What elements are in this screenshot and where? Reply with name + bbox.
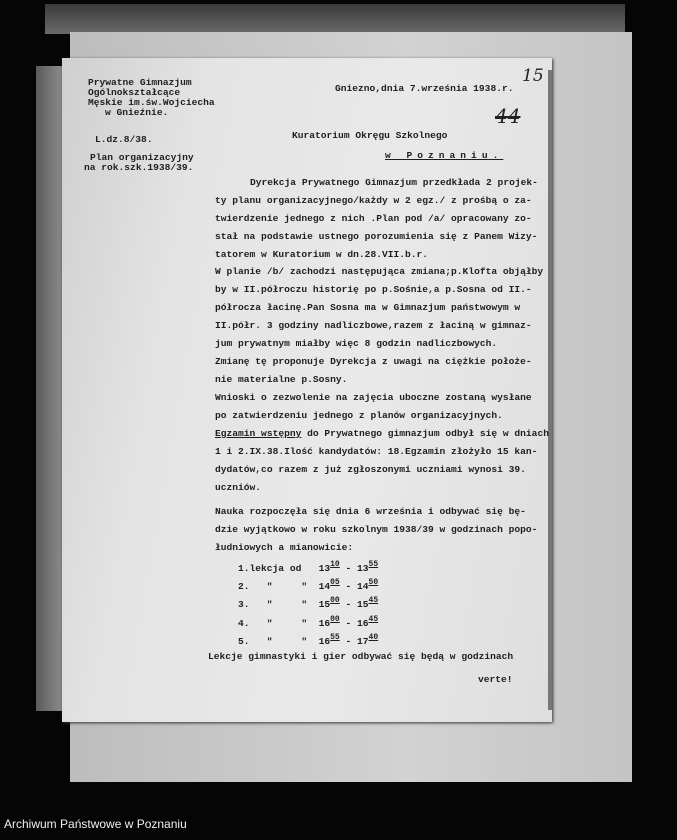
body-line: stał na podstawie ustnego porozumienia się z Panem Wizy- xyxy=(215,231,538,242)
body-line: Dyrekcja Prywatnego Gimnazjum przedkłada 2 projek- xyxy=(250,177,538,188)
sender-line: Ogólnokształcące xyxy=(88,87,181,98)
body-line: W planie /b/ zachodzi następująca zmiana;p.Klofta objąłby xyxy=(215,266,544,277)
body-line: Zmianę tę proponuje Dyrekcja z uwagi na ciężkie położe- xyxy=(215,356,532,367)
body-line: do Prywatnego gimnazjum odbył się w dniach xyxy=(307,428,549,439)
place-date: Gniezno,dnia 7.września 1938.r. xyxy=(335,83,514,94)
body-line: po zatwierdzeniu jednego z planów organizacyjnych. xyxy=(215,410,503,421)
body-line: półrocza łacinę.Pan Sosna ma w Gimnazjum państwowym w xyxy=(215,302,521,313)
body-line: 1 i 2.IX.38.Ilość kandydatów: 18.Egzamin złożyło 15 kan- xyxy=(215,446,538,457)
body-line: nie materialne p.Sosny. xyxy=(215,374,348,385)
lesson-label: 4. " " xyxy=(238,618,319,629)
sender-line: w Gnieźnie. xyxy=(105,107,169,118)
lesson-time: $16^{55} - 17^{40}$ xyxy=(318,633,379,647)
folio-number: 15 xyxy=(522,66,544,86)
recipient-line: w Poznaniu. xyxy=(385,150,504,161)
lesson-time: $13^{10} - 13^{55}$ xyxy=(318,560,379,574)
lesson-time: $14^{05} - 14^{50}$ xyxy=(318,578,379,592)
lesson-row xyxy=(238,561,378,574)
scan-top-strip xyxy=(45,4,625,34)
subject-line: na rok.szk.1938/39. xyxy=(84,162,194,173)
lesson-label: 3. " " xyxy=(238,599,319,610)
reference-number: L.dz.8/38. xyxy=(95,134,153,145)
lesson-label: 5. " " xyxy=(238,636,319,647)
body-line: twierdzenie jednego z nich .Plan pod /a/ opracowany zo- xyxy=(215,213,532,224)
lesson-time: $15^{00} - 15^{45}$ xyxy=(318,596,379,610)
closing-line: Lekcje gimnastyki i gier odbywać się będą w godzinach xyxy=(208,651,514,662)
lesson-row xyxy=(238,616,378,629)
sender-line: Prywatne Gimnazjum xyxy=(88,77,192,88)
exam-label: Egzamin wstępny xyxy=(215,428,302,439)
lesson-row xyxy=(238,579,378,592)
body-line: by w II.półroczu historię po p.Sośnie,a p.Sosna od II.- xyxy=(215,284,532,295)
body-line: II.półr. 3 godziny nadliczbowe,razem z łaciną w gimnaz- xyxy=(215,320,532,331)
lesson-time: $16^{00} - 16^{45}$ xyxy=(318,615,379,629)
body-line: uczniów. xyxy=(215,482,262,493)
lesson-label: 1.lekcja od xyxy=(238,563,319,574)
body-line: jum prywatnym miałby więc 8 godzin nadliczbowych. xyxy=(215,338,498,349)
archive-footer: Archiwum Państwowe w Poznaniu xyxy=(4,817,187,831)
body-line: ty planu organizacyjnego/każdy w 2 egz./ z prośbą o za- xyxy=(215,195,532,206)
sender-line: Męskie im.św.Wojciecha xyxy=(88,97,215,108)
folio-number-struck: 44 xyxy=(495,104,521,128)
body-line: tatorem w Kuratorium w dn.28.VII.b.r. xyxy=(215,249,429,260)
body-line: Nauka rozpoczęła się dnia 6 września i odbywać się bę- xyxy=(215,506,526,517)
recipient-line: Kuratorium Okręgu Szkolnego xyxy=(292,130,448,141)
lesson-row xyxy=(238,597,378,610)
page-edge xyxy=(548,70,552,710)
subject-line: Plan organizacyjny xyxy=(90,152,194,163)
body-line: Wnioski o zezwolenie na zajęcia uboczne zostaną wysłane xyxy=(215,392,532,403)
lesson-label: 2. " " xyxy=(238,581,319,592)
body-line: łudniowych a mianowicie: xyxy=(215,542,354,553)
body-line: dydatów,co razem z już zgłoszonymi uczniami wynosi 39. xyxy=(215,464,526,475)
lesson-row xyxy=(238,634,378,647)
verte-note: verte! xyxy=(478,674,513,685)
body-line: dzie wyjątkowo w roku szkolnym 1938/39 w godzinach popo- xyxy=(215,524,538,535)
